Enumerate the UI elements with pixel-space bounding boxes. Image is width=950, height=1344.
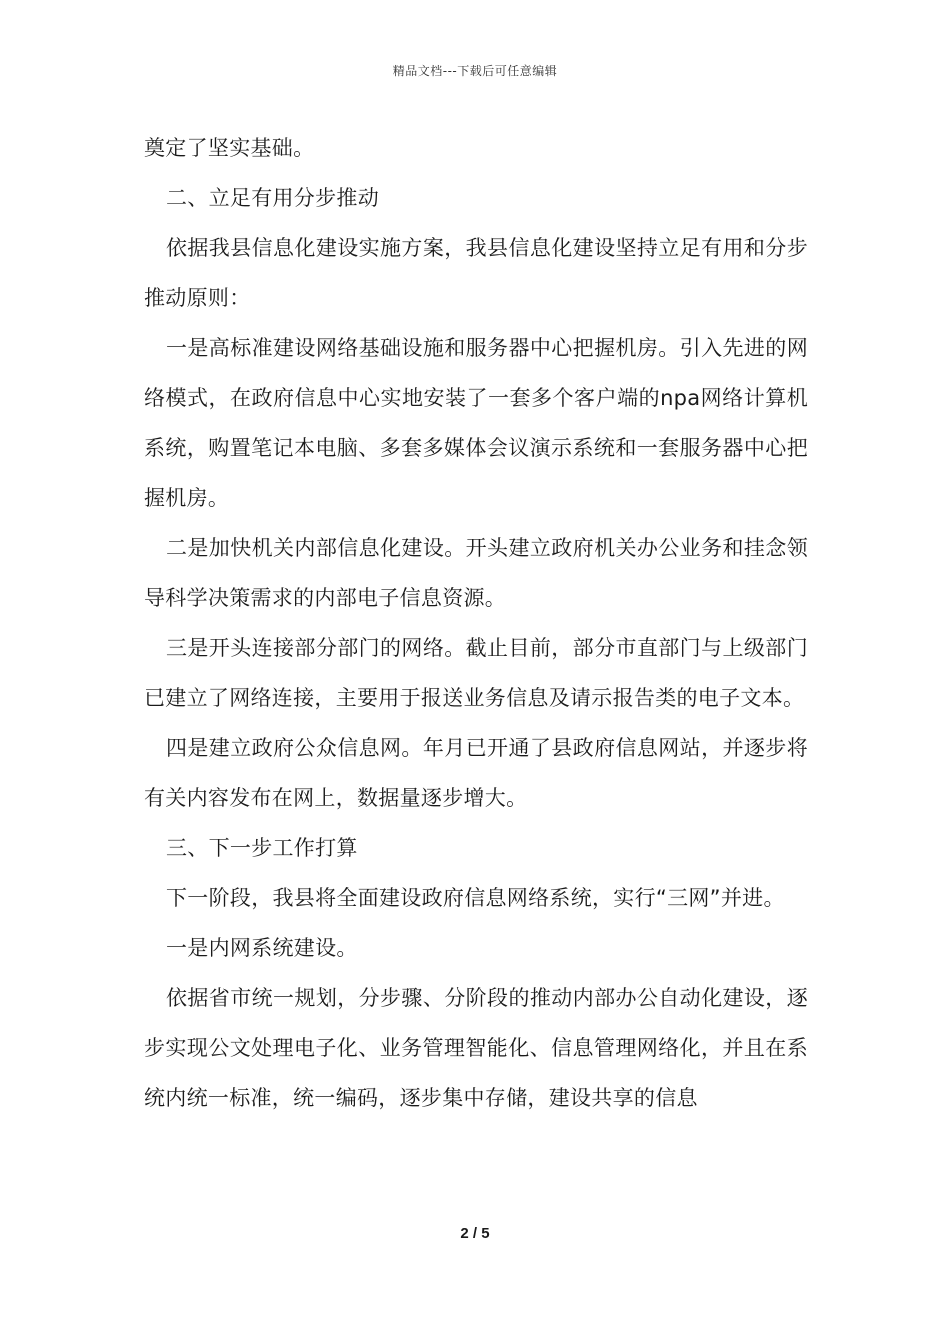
- page-number: 2 / 5: [460, 1225, 490, 1242]
- paragraph: 依据我县信息化建设实施方案，我县信息化建设坚持立足有用和分步推动原则：: [144, 236, 808, 310]
- paragraph: 下一阶段，我县将全面建设政府信息网络系统，实行“三网”并进。: [166, 886, 785, 910]
- section-heading: 三、下一步工作打算: [166, 836, 358, 860]
- document-body: [144, 123, 808, 1123]
- page-header: 精品文档---下载后可任意编辑: [392, 64, 558, 78]
- paragraph: 奠定了坚实基础。: [144, 136, 315, 160]
- paragraph: 三是开头连接部分部门的网络。截止目前，部分市直部门与上级部门已建立了网络连接，主要用于报送业务信息及请示报告类的电子文本。: [144, 636, 808, 710]
- paragraph: 依据省市统一规划，分步骤、分阶段的推动内部办公自动化建设，逐步实现公文处理电子化、业务管理智能化、信息管理网络化，并且在系统内统一标准，统一编码，逐步集中存储，建设共享的信息: [144, 986, 808, 1110]
- paragraph: 二是加快机关内部信息化建设。开头建立政府机关办公业务和挂念领导科学决策需求的内部电子信息资源。: [144, 536, 808, 610]
- paragraph: 一是内网系统建设。: [166, 936, 358, 960]
- paragraph: 一是高标准建设网络基础设施和服务器中心把握机房。引入先进的网络模式，在政府信息中心实地安装了一套多个客户端的npa网络计算机系统，购置笔记本电脑、多套多媒体会议演示系统和一套服务器中心把握机房。: [144, 336, 808, 510]
- section-heading: 二、立足有用分步推动: [166, 186, 379, 210]
- paragraph: 四是建立政府公众信息网。年月已开通了县政府信息网站，并逐步将有关内容发布在网上，数据量逐步增大。: [144, 736, 808, 810]
